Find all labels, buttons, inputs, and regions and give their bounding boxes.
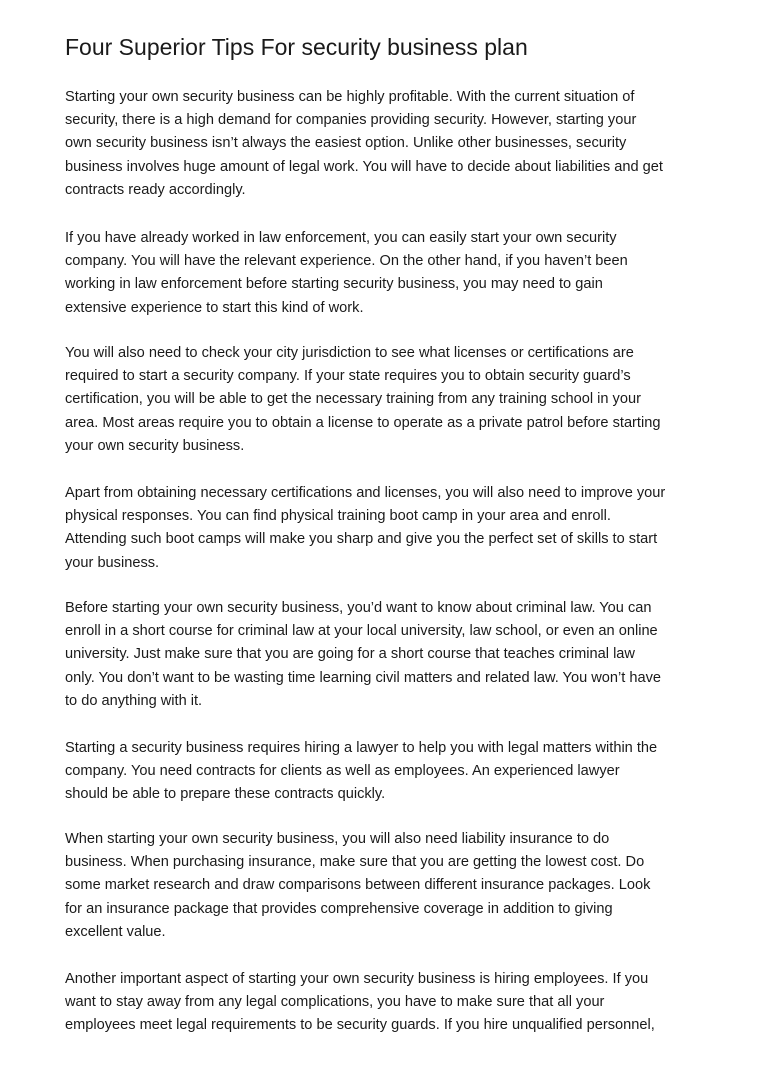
paragraph-line: Attending such boot camps will make you sharp and give you the perfect set of skills to start bbox=[65, 531, 658, 548]
paragraph-line: working in law enforcement before starting security business, you may need to gain bbox=[65, 276, 603, 293]
paragraph bbox=[65, 737, 657, 807]
paragraph-line: contracts ready accordingly. bbox=[65, 181, 246, 198]
paragraph-line: enroll in a short course for criminal law at your local university, law school, or even an online bbox=[65, 623, 658, 640]
paragraph-line: physical responses. You can find physical training boot camp in your area and enroll. bbox=[65, 508, 611, 525]
paragraph-line: company. You need contracts for clients as well as employees. An experienced lawyer bbox=[65, 763, 620, 780]
paragraph-line: Starting your own security business can be highly profitable. With the current situation of bbox=[65, 89, 635, 105]
paragraph-line: own security business isn’t always the easiest option. Unlike other businesses, security bbox=[65, 135, 627, 152]
paragraph-line: some market research and draw comparisons between different insurance packages. Look bbox=[65, 877, 651, 894]
paragraph-line: your own security business. bbox=[65, 437, 245, 454]
paragraph-line: your business. bbox=[65, 554, 160, 571]
paragraph bbox=[65, 968, 655, 1038]
paragraph-line: Another important aspect of starting your own security business is hiring employees. If you bbox=[65, 971, 649, 987]
paragraph bbox=[65, 227, 628, 320]
paragraph-line: for an insurance package that provides comprehensive coverage in addition to giving bbox=[65, 900, 613, 917]
paragraph bbox=[65, 597, 661, 713]
paragraph bbox=[65, 482, 665, 575]
paragraph-line: employees meet legal requirements to be security guards. If you hire unqualified personnel, bbox=[65, 1017, 655, 1034]
paragraph-line: When starting your own security business, you will also need liability insurance to do bbox=[65, 831, 610, 847]
paragraph-line: Starting a security business requires hiring a lawyer to help you with legal matters within the bbox=[65, 740, 658, 756]
paragraph bbox=[65, 342, 660, 458]
paragraph-line: to do anything with it. bbox=[65, 692, 203, 709]
paragraph-line: company. You will have the relevant experience. On the other hand, if you haven’t been bbox=[65, 253, 628, 270]
document-title: Four Superior Tips For security business plan bbox=[65, 34, 528, 60]
paragraph-line: area. Most areas require you to obtain a license to operate as a private patrol before starting bbox=[65, 414, 661, 431]
paragraph-line: required to start a security company. If your state requires you to obtain security guard’s bbox=[65, 368, 631, 385]
paragraph-line: Apart from obtaining necessary certifications and licenses, you will also need to improve your bbox=[65, 485, 666, 501]
paragraph-line: excellent value. bbox=[65, 923, 166, 940]
paragraph-line: security, there is a high demand for companies providing security. However, starting your bbox=[65, 112, 637, 129]
paragraph-line: extensive experience to start this kind of work. bbox=[65, 299, 364, 316]
paragraph bbox=[65, 828, 650, 944]
paragraph-line: business involves huge amount of legal work. You will have to decide about liabilities and get bbox=[65, 158, 663, 175]
paragraph-line: certification, you will be able to get the necessary training from any training school in your bbox=[65, 391, 641, 408]
paragraph-line: You will also need to check your city jurisdiction to see what licenses or certifications are bbox=[65, 345, 634, 361]
paragraph-line: want to stay away from any legal complications, you have to make sure that all your bbox=[65, 994, 605, 1011]
paragraph-line: university. Just make sure that you are going for a short course that teaches criminal law bbox=[65, 646, 635, 663]
paragraph-line: Before starting your own security business, you’d want to know about criminal law. You can bbox=[65, 600, 652, 616]
paragraph-line: should be able to prepare these contracts quickly. bbox=[65, 786, 386, 803]
paragraph-line: business. When purchasing insurance, make sure that you are getting the lowest cost. Do bbox=[65, 854, 645, 871]
paragraph-line: only. You don’t want to be wasting time learning civil matters and related law. You won’t have bbox=[65, 669, 662, 686]
paragraph-line: If you have already worked in law enforcement, you can easily start your own security bbox=[65, 230, 617, 246]
paragraph bbox=[65, 86, 663, 202]
